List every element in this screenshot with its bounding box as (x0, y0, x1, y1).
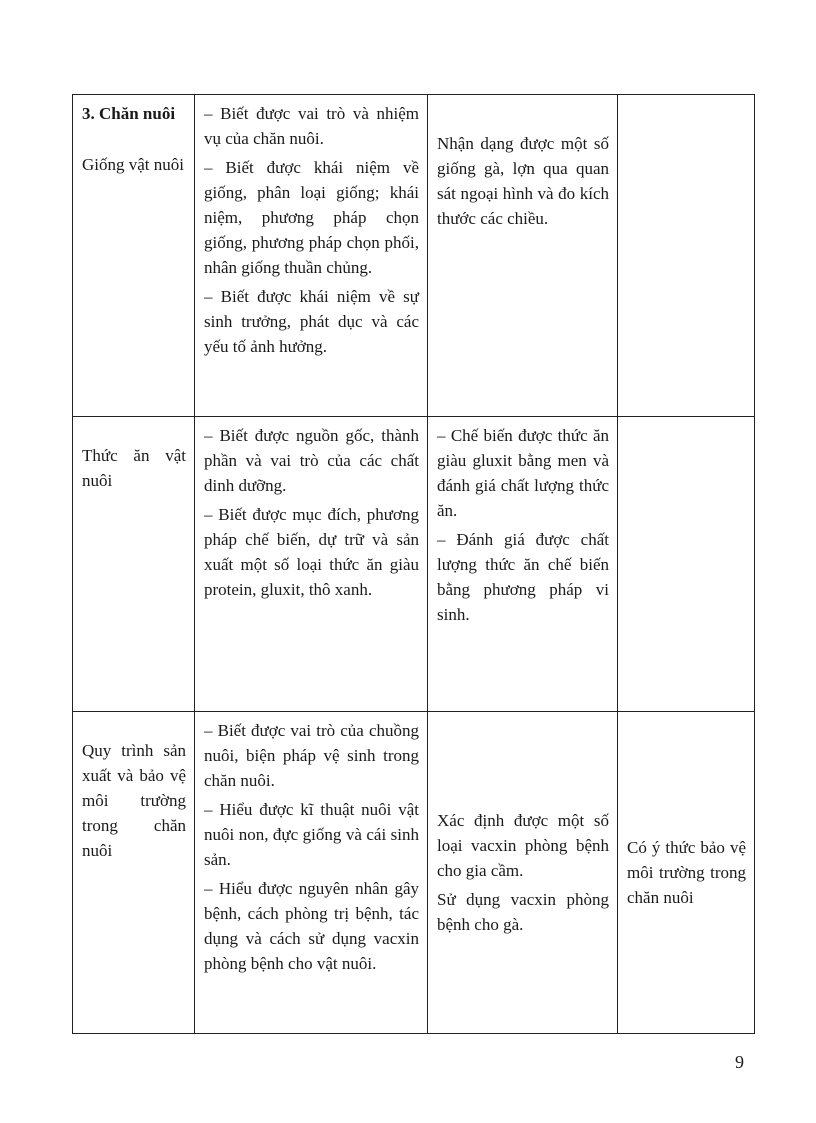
section-heading: 3. Chăn nuôi (82, 104, 176, 123)
attitude-cell (618, 95, 755, 417)
knowledge-item: – Biết được mục đích, phương pháp chế biến, dự trữ và sản xuất một số loại thức ăn giàu protein, gluxit, thô xanh. (204, 505, 419, 599)
knowledge-item: – Hiểu được nguyên nhân gây bệnh, cách phòng trị bệnh, tác dụng và cách sử dụng vacxin phòng bệnh cho vật nuôi. (204, 879, 419, 973)
skills-cell (428, 95, 618, 417)
skills-cell (428, 712, 618, 1034)
attitude-cell (618, 417, 755, 712)
skills-cell (428, 417, 618, 712)
knowledge-cell (195, 417, 428, 712)
table-row (73, 95, 755, 417)
skill-item: – Đánh giá được chất lượng thức ăn chế biến bằng phương pháp vi sinh. (437, 530, 609, 624)
attitude-cell (618, 712, 755, 1034)
topic-subheading: Quy trình sản xuất và bảo vệ môi trường trong chăn nuôi (82, 741, 186, 860)
skill-item: Nhận dạng được một số giống gà, lợn qua quan sát ngoại hình và đo kích thước các chiều. (437, 134, 609, 228)
table-row (73, 712, 755, 1034)
knowledge-item: – Biết được khái niệm về sự sinh trưởng, phát dục và các yếu tố ảnh hưởng. (204, 287, 419, 356)
skill-item: Sử dụng vacxin phòng bệnh cho gà. (437, 890, 609, 934)
table-row (73, 417, 755, 712)
topic-cell (73, 95, 195, 417)
page-number: 9 (735, 1052, 744, 1072)
topic-cell (73, 712, 195, 1034)
curriculum-table (72, 94, 755, 1034)
skill-item: – Chế biến được thức ăn giàu gluxit bằng men và đánh giá chất lượng thức ăn. (437, 426, 609, 520)
knowledge-cell (195, 712, 428, 1034)
attitude-item: Có ý thức bảo vệ môi trường trong chăn nuôi (627, 838, 746, 907)
knowledge-item: – Biết được vai trò và nhiệm vụ của chăn nuôi. (204, 104, 419, 148)
knowledge-item: – Hiểu được kĩ thuật nuôi vật nuôi non, đực giống và cái sinh sản. (204, 800, 419, 869)
knowledge-item: – Biết được vai trò của chuồng nuôi, biện pháp vệ sinh trong chăn nuôi. (204, 721, 419, 790)
topic-subheading: Giống vật nuôi (82, 155, 184, 174)
topic-cell (73, 417, 195, 712)
skill-item: Xác định được một số loại vacxin phòng bệnh cho gia cầm. (437, 811, 609, 880)
knowledge-item: – Biết được khái niệm về giống, phân loại giống; khái niệm, phương pháp chọn giống, phương pháp chọn phối, nhân giống thuần chủng. (204, 158, 419, 277)
topic-subheading: Thức ăn vật nuôi (82, 446, 186, 490)
knowledge-item: – Biết được nguồn gốc, thành phần và vai trò của các chất dinh dưỡng. (204, 426, 419, 495)
knowledge-cell (195, 95, 428, 417)
